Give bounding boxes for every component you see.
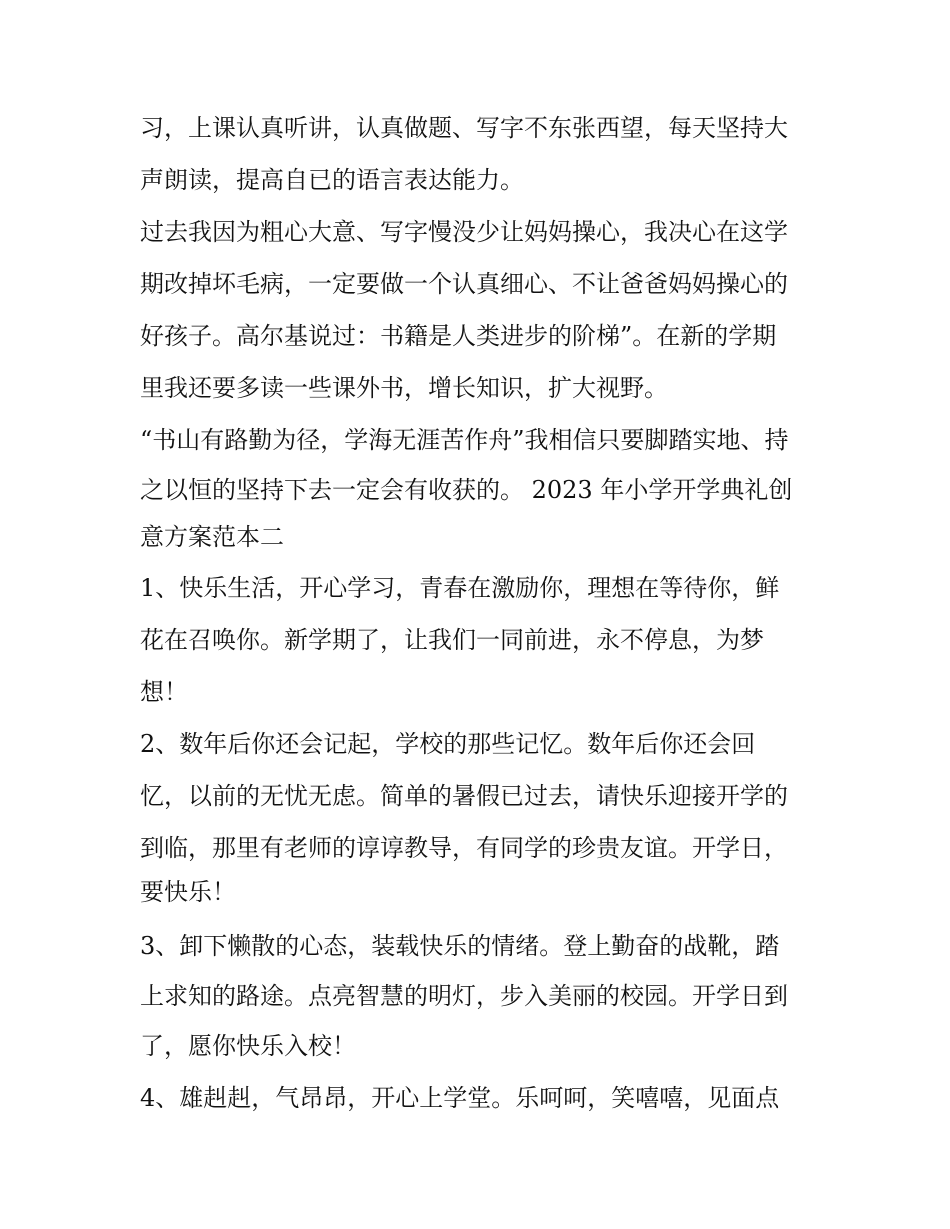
text-line: 到临，那里有老师的谆谆教导，有同学的珍贵友谊。开学日，: [140, 834, 788, 862]
text-line: 4、雄赳赳，气昂昂，开心上学堂。乐呵呵，笑嘻嘻，见面点: [140, 1084, 780, 1112]
text-line: 过去我因为粗心大意、写字慢没少让妈妈操心，我决心在这学: [140, 218, 788, 246]
text-line: 之以恒的坚持下去一定会有收获的。 2023 年小学开学典礼创: [140, 476, 793, 504]
text-line: 忆，以前的无忧无虑。简单的暑假已过去，请快乐迎接开学的: [140, 782, 788, 810]
text-line: 习，上课认真听讲，认真做题、写字不东张西望，每天坚持大: [140, 114, 788, 142]
text-line: 意方案范本二: [140, 523, 284, 551]
text-line: 花在召唤你。新学期了，让我们一同前进，永不停息，为梦: [140, 626, 764, 654]
text-line: 1、快乐生活，开心学习，青春在激励你，理想在等待你，鲜: [140, 574, 780, 602]
text-line: “书山有路勤为径，学海无涯苦作舟”我相信只要脚踏实地、持: [140, 426, 789, 454]
text-line: 了，愿你快乐入校！: [140, 1032, 356, 1060]
text-line: 声朗读，提高自已的语言表达能力。: [140, 166, 524, 194]
text-line: 3、卸下懒散的心态，装载快乐的情绪。登上勤奋的战靴，踏: [140, 932, 780, 960]
text-line: 好孩子。高尔基说过：书籍是人类进步的阶梯”。在新的学期: [140, 322, 777, 350]
text-line: 里我还要多读一些课外书，增长知识，扩大视野。: [140, 374, 668, 402]
text-line: 要快乐！: [140, 878, 236, 906]
text-line: 2、数年后你还会记起，学校的那些记忆。数年后你还会回: [140, 730, 756, 758]
text-line: 期改掉坏毛病，一定要做一个认真细心、不让爸爸妈妈操心的: [140, 270, 788, 298]
text-line: 想！: [140, 678, 188, 706]
text-line: 上求知的路途。点亮智慧的明灯，步入美丽的校园。开学日到: [140, 982, 788, 1010]
